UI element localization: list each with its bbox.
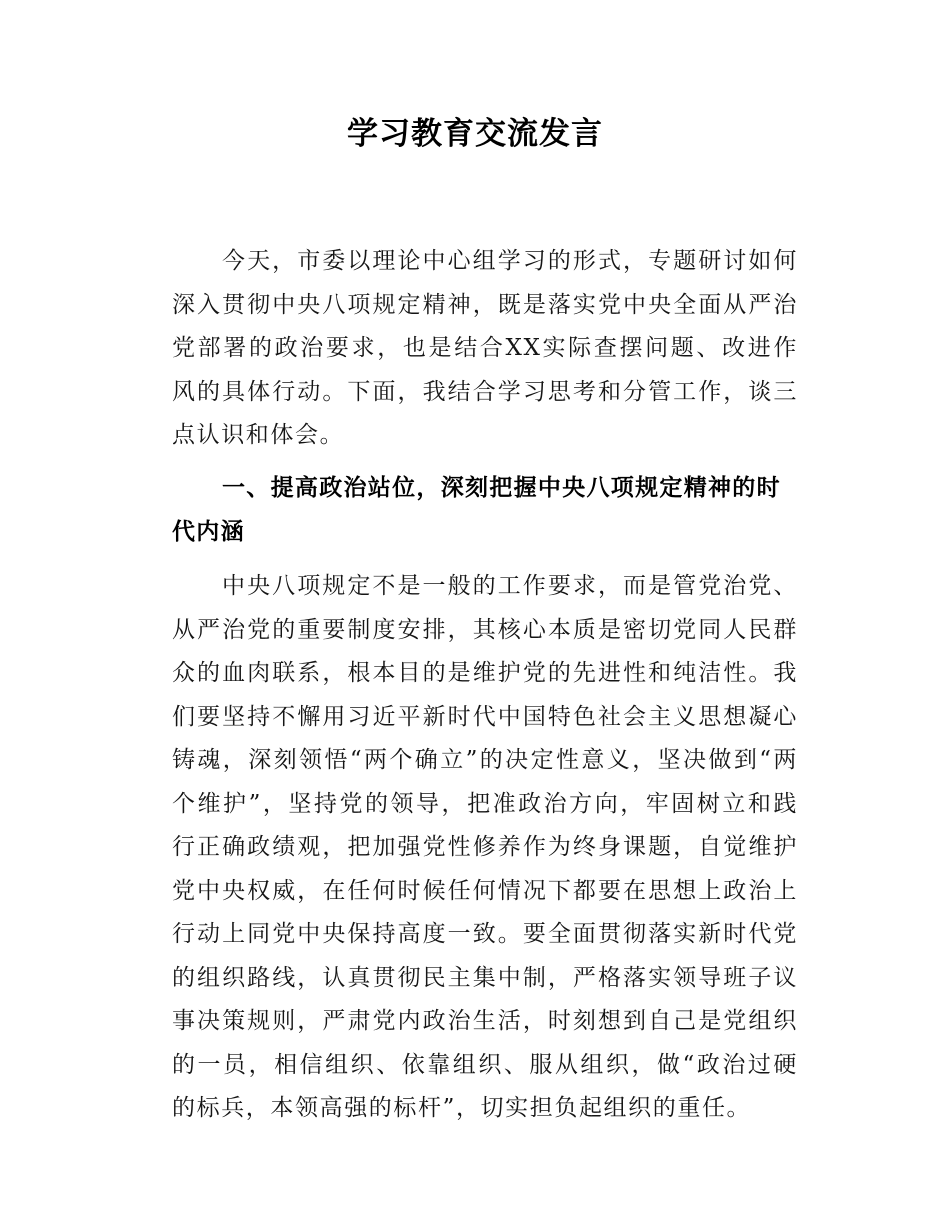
section-paragraph: 中央八项规定不是一般的工作要求，而是管党治党、从严治党的重要制度安排，其核心本质是密切党同人民群众的血肉联系，根本目的是维护党的先进性和纯洁性。我们要坚持不懈用习近平新时代中国特色社会主义思想凝心铸魂，深刻领悟“两个确立”的决定性意义，坚决做到“两个维护”，坚持党的领导，把准政治方向，牢固树立和践行正确政绩观，把加强党性修养作为终身课题，自觉维护党中央权威，在任何时候任何情况下都要在思想上政治上行动上同党中央保持高度一致。要全面贯彻落实新时代党的组织路线，认真贯彻民主集中制，严格落实领导班子议事决策规则，严肃党内政治生活，时刻想到自己是党组织的一员，相信组织、依靠组织、服从组织，做“政治过硬的标兵，本领高强的标杆”，切实担负起组织的重任。	[172, 573, 798, 1121]
document-title: 学习教育交流发言	[347, 116, 603, 152]
intro-paragraph: 今天，市委以理论中心组学习的形式，专题研讨如何深入贯彻中央八项规定精神，既是落实党中央全面从严治党部署的政治要求，也是结合XX实际查摆问题、改进作风的具体行动。下面，我结合学习思考和分管工作，谈三点认识和体会。	[172, 248, 798, 448]
section-heading: 一、提高政治站位，深刻把握中央八项规定精神的时代内涵	[172, 475, 781, 545]
